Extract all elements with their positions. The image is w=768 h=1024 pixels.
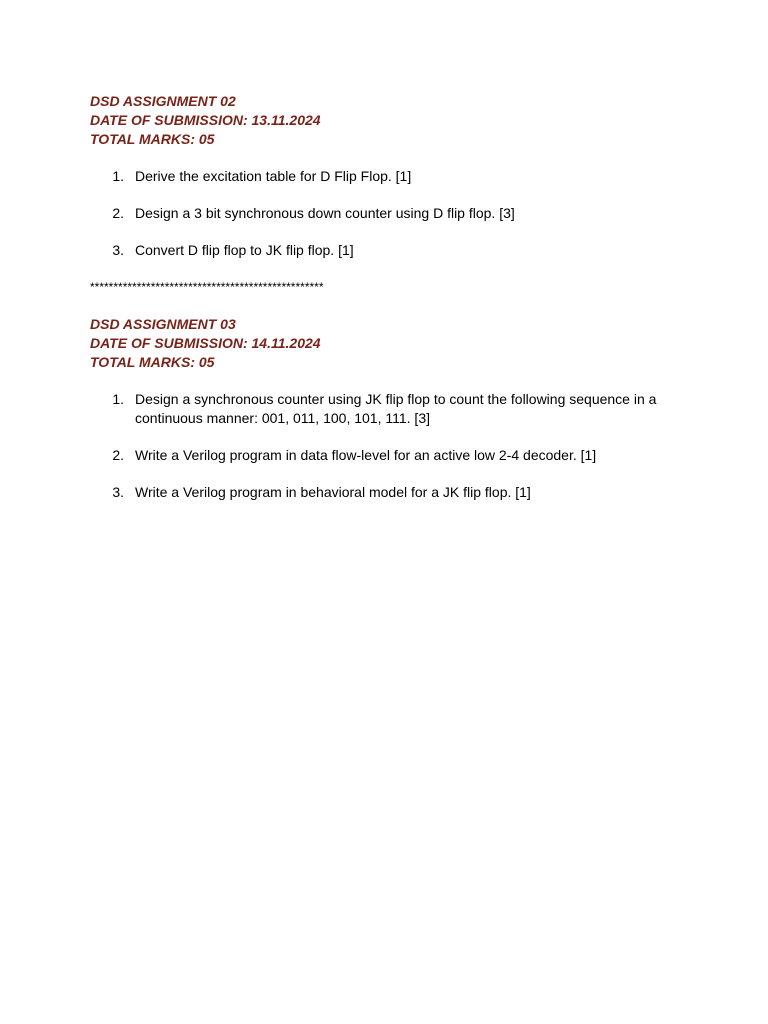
assignment-03 xyxy=(90,315,678,502)
question-number: 2. xyxy=(112,447,124,463)
submission-date: DATE OF SUBMISSION: 14.11.2024 xyxy=(90,335,321,351)
question-number: 1. xyxy=(112,391,124,407)
question-number: 3. xyxy=(112,484,124,500)
question-number: 1. xyxy=(112,168,124,184)
question-number: 2. xyxy=(112,205,124,221)
submission-date: DATE OF SUBMISSION: 13.11.2024 xyxy=(90,112,321,128)
question-list xyxy=(90,167,678,260)
question-text: Write a Verilog program in data flow-level for an active low 2-4 decoder. [1] xyxy=(135,447,597,463)
question-list xyxy=(90,390,678,502)
question-item xyxy=(90,204,678,223)
assignment-title: DSD ASSIGNMENT 02 xyxy=(90,93,236,109)
question-text: Write a Verilog program in behavioral model for a JK flip flop. [1] xyxy=(135,484,531,500)
question-item xyxy=(90,446,678,465)
question-text: Derive the excitation table for D Flip Flop. [1] xyxy=(135,168,412,184)
question-text: Convert D flip flop to JK flip flop. [1] xyxy=(135,242,354,258)
question-item xyxy=(90,483,678,502)
question-item xyxy=(90,167,678,186)
assignment-title: DSD ASSIGNMENT 03 xyxy=(90,316,236,332)
total-marks: TOTAL MARKS: 05 xyxy=(90,131,215,147)
question-number: 3. xyxy=(112,242,124,258)
question-text: Design a 3 bit synchronous down counter using D flip flop. [3] xyxy=(135,205,515,221)
question-item xyxy=(90,390,678,428)
total-marks: TOTAL MARKS: 05 xyxy=(90,354,215,370)
question-text: Design a synchronous counter using JK flip flop to count the following sequence in a continuous manner: 001, 011, 100, 101, 111. [3] xyxy=(135,391,657,426)
question-item xyxy=(90,241,678,260)
assignment-02 xyxy=(90,92,678,260)
separator-line: ************************************************** xyxy=(90,280,324,294)
